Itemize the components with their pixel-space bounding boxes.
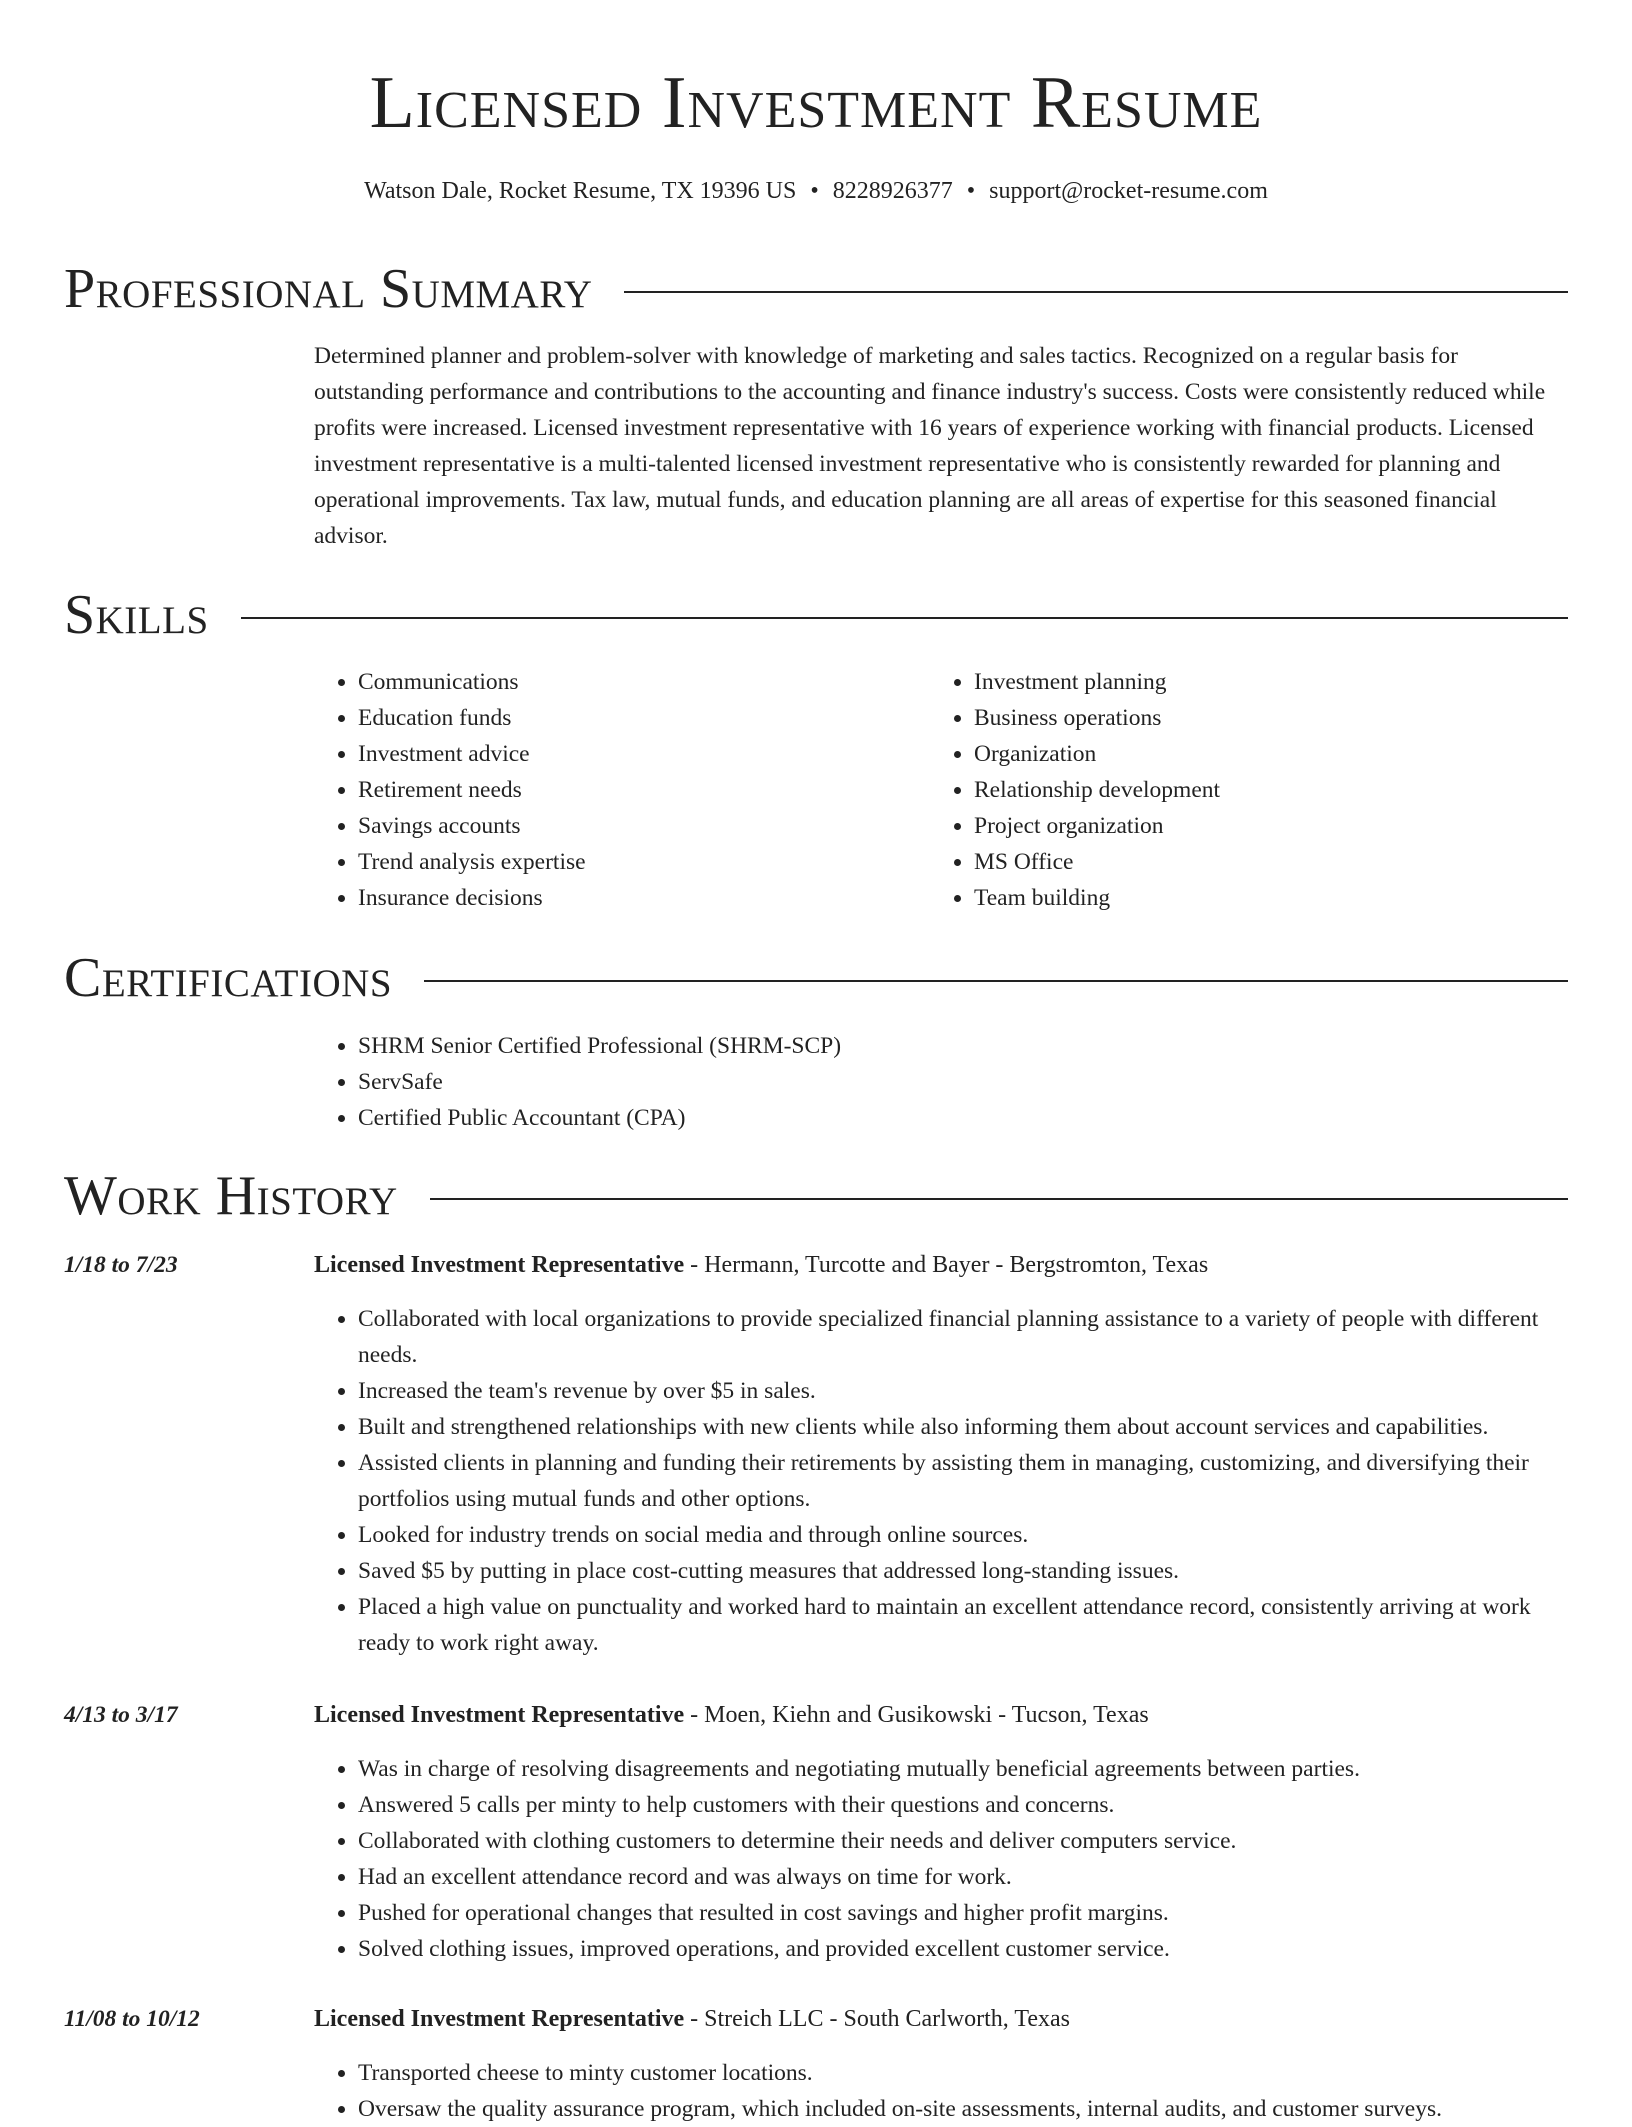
skill-item: • Organization: [974, 736, 1530, 772]
skill-item: • Trend analysis expertise: [358, 844, 914, 880]
job-bullet: • Increased the team's revenue by over $5 in sales.: [358, 1373, 1568, 1409]
skill-item: • Business operations: [974, 700, 1530, 736]
job-heading: [314, 1247, 1568, 1283]
skill-item: • Investment advice: [358, 736, 914, 772]
skill-item: • Education funds: [358, 700, 914, 736]
job-dates: 11/08 to 10/12: [64, 2006, 200, 2032]
job-bullet: • Saved $5 by putting in place cost-cutting measures that addressed long-standing issues.: [358, 1553, 1568, 1589]
job-bullet: • Oversaw the quality assurance program, which included on-site assessments, internal audits, and customer surveys.: [358, 2091, 1568, 2127]
job-bullet: • Assisted clients in planning and funding their retirements by assisting them in managing, customizing, and diversifying their portfolios using mutual funds and other options.: [358, 1445, 1568, 1517]
contact-separator: •: [966, 178, 976, 204]
skill-item: • Savings accounts: [358, 808, 914, 844]
job-bullet: • Placed a high value on punctuality and worked hard to maintain an excellent attendance record, consistently arriving at work ready to work right away.: [358, 1589, 1568, 1661]
resume-title: Licensed Investment Resume: [369, 62, 1263, 144]
job-bullet: • Solved clothing issues, improved operations, and provided excellent customer service.: [358, 1931, 1568, 1967]
job-company: - Hermann, Turcotte and Bayer - Bergstromton, Texas: [684, 1252, 1209, 1278]
certification-item: • ServSafe: [358, 1064, 1568, 1100]
section-header-skills: [64, 582, 1568, 648]
job-bullets: [314, 1751, 1568, 1967]
certifications-list: [314, 1028, 1568, 1136]
section-header-summary: [64, 256, 1568, 322]
section-title-certifications: Certifications: [64, 947, 393, 1009]
certification-item: • SHRM Senior Certified Professional (SHRM-SCP): [358, 1028, 1568, 1064]
job-bullets: [314, 1301, 1568, 1661]
job-dates: 4/13 to 3/17: [64, 1702, 178, 1728]
section-header-certifications: [64, 945, 1568, 1011]
skill-item: • Project organization: [974, 808, 1530, 844]
job-dates: 1/18 to 7/23: [64, 1252, 178, 1278]
job-bullet: • Was in charge of resolving disagreements and negotiating mutually beneficial agreements between parties.: [358, 1751, 1568, 1787]
section-title-skills: Skills: [64, 584, 209, 646]
job-title: Licensed Investment Representative: [314, 2006, 685, 2032]
job-bullet: • Pushed for operational changes that resulted in cost savings and higher profit margins.: [358, 1895, 1568, 1931]
job-bullet: • Looked for industry trends on social media and through online sources.: [358, 1517, 1568, 1553]
skills-column-right: [930, 664, 1530, 916]
contact-address: Watson Dale, Rocket Resume, TX 19396 US: [364, 178, 797, 204]
skills-column-left: [314, 664, 914, 916]
contact-phone: 8228926377: [832, 178, 953, 204]
skill-item: • Relationship development: [974, 772, 1530, 808]
job-bullet: • Had an excellent attendance record and was always on time for work.: [358, 1859, 1568, 1895]
job-bullet: • Built and strengthened relationships with new clients while also informing them about account services and capabilities.: [358, 1409, 1568, 1445]
contact-email: support@rocket-resume.com: [989, 178, 1268, 204]
section-divider: [430, 1198, 1568, 1200]
skill-item: • Team building: [974, 880, 1530, 916]
contact-line: [64, 174, 1568, 208]
section-title-work-history: Work History: [64, 1165, 398, 1227]
section-title-summary: Professional Summary: [64, 258, 593, 320]
job-bullets: [314, 2055, 1568, 2127]
skill-item: • Investment planning: [974, 664, 1530, 700]
job-bullet: • Collaborated with local organizations to provide specialized financial planning assistance to a variety of people with different needs.: [358, 1301, 1568, 1373]
section-divider: [241, 617, 1568, 619]
section-header-work-history: [64, 1163, 1568, 1229]
skill-item: • Retirement needs: [358, 772, 914, 808]
section-divider: [624, 291, 1568, 293]
job-title: Licensed Investment Representative: [314, 1702, 685, 1728]
skill-item: • MS Office: [974, 844, 1530, 880]
job-company: - Streich LLC - South Carlworth, Texas: [684, 2006, 1070, 2032]
job-bullet: • Transported cheese to minty customer locations.: [358, 2055, 1568, 2091]
job-heading: [314, 1697, 1568, 1733]
skill-item: • Insurance decisions: [358, 880, 914, 916]
certification-item: • Certified Public Accountant (CPA): [358, 1100, 1568, 1136]
summary-text: Determined planner and problem-solver with knowledge of marketing and sales tactics. Recognized on a regular basis for outstanding performance and contributions to the accounting and finance industry's success. Costs were consistently reduced while profits were increased. Licensed investment representative with 16 years of experience working with financial products. Licensed investment representative is a multi-talented licensed investment representative who is consistently rewarded for planning and operational improvements. Tax law, mutual funds, and education planning are all areas of expertise for this seasoned financial advisor.: [314, 343, 1546, 549]
contact-separator: •: [810, 178, 819, 204]
skill-item: • Communications: [358, 664, 914, 700]
job-bullet: • Answered 5 calls per minty to help customers with their questions and concerns.: [358, 1787, 1568, 1823]
job-bullet: • Collaborated with clothing customers to determine their needs and deliver computers service.: [358, 1823, 1568, 1859]
section-divider: [424, 980, 1568, 982]
job-heading: [314, 2001, 1568, 2037]
job-title: Licensed Investment Representative: [314, 1252, 685, 1278]
job-company: - Moen, Kiehn and Gusikowski - Tucson, Texas: [684, 1702, 1149, 1728]
